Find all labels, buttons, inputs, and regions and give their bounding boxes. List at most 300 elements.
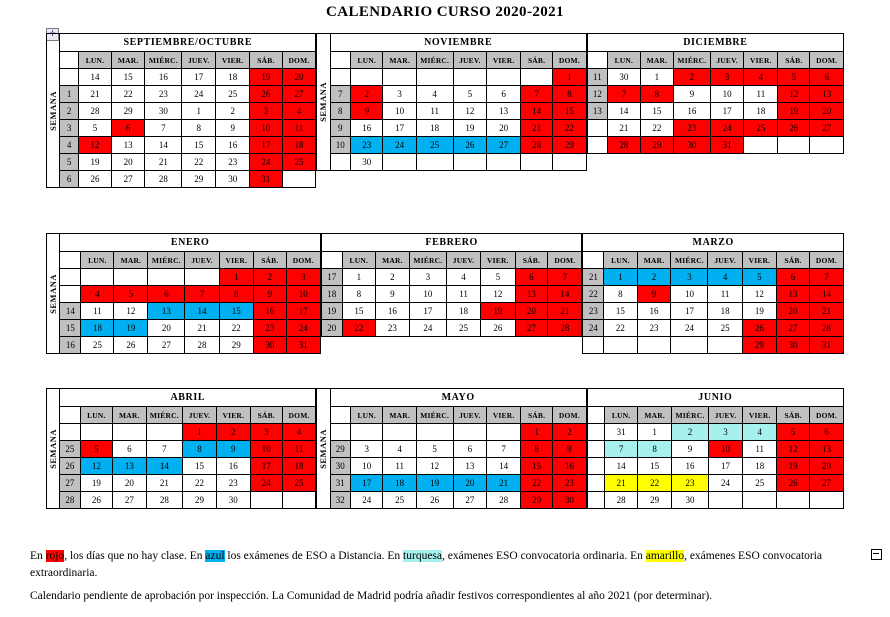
week-number-cell: 14 [60,303,81,320]
week-number-cell [60,69,79,86]
week-number-cell: 1 [60,86,79,103]
day-cell: 15 [111,69,145,86]
day-cell: 9 [350,103,383,120]
day-cell: 3 [710,69,744,86]
day-cell: 22 [111,86,145,103]
day-cell: 31 [809,337,843,354]
day-cell: 20 [282,69,316,86]
day-cell: 22 [553,120,587,137]
day-cell: 30 [145,103,182,120]
day-cell: 14 [548,286,582,303]
day-cell: 25 [216,86,250,103]
day-cell: 3 [350,441,383,458]
day-cell: 23 [672,475,709,492]
move-anchor-icon[interactable]: ✛ [46,28,59,41]
day-cell: 30 [216,171,250,188]
week-number-cell [587,492,604,509]
week-row [321,269,582,286]
week-number-cell: 24 [583,320,604,337]
day-cell: 14 [146,458,183,475]
month-name: NOVIEMBRE [330,34,586,52]
month-table [330,33,587,171]
day-cell: 16 [674,103,711,120]
week-number-cell: 19 [321,303,342,320]
legend-text-a: En [30,550,46,562]
day-cell: 19 [416,475,453,492]
day-cell: 19 [80,475,113,492]
day-cell: 9 [672,441,709,458]
day-cell: 8 [604,286,637,303]
week-number-cell: 16 [60,337,81,354]
day-cell: 18 [744,103,778,120]
day-cell: 27 [111,171,145,188]
week-row [60,424,316,441]
day-cell: 26 [250,86,282,103]
day-cell: 1 [183,424,217,441]
day-header: DOM. [809,252,843,269]
day-cell: 16 [672,458,709,475]
day-cell: 21 [79,86,112,103]
day-cell: 1 [342,269,375,286]
week-col-corner [60,52,79,69]
day-cell: 15 [182,137,216,154]
week-row [587,69,843,86]
day-cell: 24 [708,475,742,492]
week-row [60,475,316,492]
day-cell: 7 [521,86,553,103]
week-number-cell [60,269,81,286]
week-row [60,303,320,320]
day-cell: 29 [521,492,553,509]
day-cell: 19 [742,303,776,320]
day-header: MIÉRC. [145,52,182,69]
day-cell: 19 [114,320,148,337]
comment-marker-icon[interactable] [871,549,882,560]
legend-text-e: , exámenes ESO convocatoria [684,550,823,562]
day-header: LUN. [350,407,383,424]
day-cell: 15 [342,303,375,320]
semana-label: SEMANA [316,388,329,509]
day-cell [81,269,114,286]
day-cell: 19 [250,69,282,86]
day-cell: 24 [286,320,320,337]
day-cell: 12 [481,286,515,303]
day-cell: 5 [742,269,776,286]
day-cell [453,69,487,86]
week-col-corner [60,407,80,424]
day-cell: 17 [250,137,282,154]
week-number-cell: 13 [587,103,607,120]
day-cell: 20 [148,320,185,337]
week-row [60,171,316,188]
day-cell: 18 [216,69,250,86]
day-cell: 21 [608,120,641,137]
day-header: MIÉRC. [416,52,453,69]
week-row [60,269,320,286]
day-cell: 16 [375,303,409,320]
month-name: SEPTIEMBRE/OCTUBRE [60,34,316,52]
day-cell: 30 [350,154,383,171]
day-cell: 25 [81,337,114,354]
day-cell: 4 [282,424,316,441]
day-header: LUN. [79,52,112,69]
day-cell: 9 [253,286,286,303]
day-cell: 26 [416,492,453,509]
month-table [330,388,587,509]
legend-line-2: extraordinaria. [30,567,98,579]
week-col-corner [330,52,350,69]
day-cell-empty [521,154,553,171]
day-cell [383,424,416,441]
day-header: DOM. [286,252,320,269]
day-cell: 31 [605,424,638,441]
day-cell: 26 [114,337,148,354]
week-number-cell: 11 [587,69,607,86]
day-cell: 20 [809,458,843,475]
day-cell: 10 [710,86,744,103]
legend-text-b: , los días que no hay clase. En [64,550,206,562]
day-cell: 8 [553,86,587,103]
day-header: MAR. [383,52,416,69]
month-table [321,233,583,337]
day-cell: 22 [182,154,216,171]
day-cell-empty [637,337,671,354]
day-header: JUEV. [453,52,487,69]
week-number-cell [330,154,350,171]
day-cell: 13 [453,458,487,475]
week-row [583,303,844,320]
day-cell: 17 [350,475,383,492]
day-cell: 17 [286,303,320,320]
week-row [583,320,844,337]
day-cell: 11 [744,86,778,103]
day-header: VIER. [742,252,776,269]
day-cell: 30 [674,137,711,154]
day-cell: 15 [638,458,672,475]
week-number-cell: 2 [60,103,79,120]
day-cell: 25 [708,320,742,337]
day-cell [350,69,383,86]
day-cell: 19 [481,303,515,320]
day-cell: 24 [350,492,383,509]
week-number-cell: 6 [60,171,79,188]
day-header: SÁB. [515,252,548,269]
day-cell: 7 [608,86,641,103]
day-cell: 26 [481,320,515,337]
week-number-cell: 4 [60,137,79,154]
day-cell: 4 [416,86,453,103]
week-number-cell: 3 [60,120,79,137]
day-cell: 23 [375,320,409,337]
day-cell: 26 [742,320,776,337]
day-cell: 20 [777,303,810,320]
day-cell: 27 [809,475,843,492]
day-cell [416,424,453,441]
day-cell: 8 [638,441,672,458]
week-row [60,458,316,475]
day-cell: 15 [183,458,217,475]
day-cell [487,424,521,441]
semana-label: SEMANA [46,233,59,354]
day-cell: 25 [416,137,453,154]
day-cell: 8 [183,441,217,458]
day-cell: 19 [778,103,810,120]
day-cell: 30 [777,337,810,354]
day-header: VIER. [487,52,521,69]
week-row [60,69,316,86]
week-number-cell [587,475,604,492]
week-number-cell: 10 [330,137,350,154]
day-cell: 23 [674,120,711,137]
week-number-cell [587,120,607,137]
day-cell: 12 [416,458,453,475]
week-col-corner [587,407,604,424]
calendar-row [0,233,890,354]
month-block-enero [46,233,321,354]
day-cell: 25 [383,492,416,509]
day-cell: 17 [250,458,282,475]
day-header: SÁB. [250,407,282,424]
day-cell: 25 [446,320,480,337]
day-cell: 7 [548,269,582,286]
week-number-cell: 25 [60,441,80,458]
day-cell [113,424,146,441]
day-cell: 20 [453,475,487,492]
day-cell [146,424,183,441]
day-cell: 24 [250,154,282,171]
day-cell: 30 [553,492,587,509]
day-cell: 1 [182,103,216,120]
week-row [321,320,582,337]
day-header: MAR. [638,407,672,424]
week-number-cell [587,441,604,458]
day-cell: 25 [282,475,316,492]
week-row [60,320,320,337]
day-cell-empty [671,337,708,354]
day-header: LUN. [350,52,383,69]
day-cell: 5 [80,441,113,458]
week-number-cell: 15 [60,320,81,337]
week-row [587,86,843,103]
week-number-cell: 21 [583,269,604,286]
day-cell: 24 [182,86,216,103]
semana-label: SEMANA [46,388,59,509]
day-cell: 28 [548,320,582,337]
day-cell: 24 [671,320,708,337]
day-cell: 29 [742,337,776,354]
day-cell: 18 [743,458,777,475]
day-cell: 3 [409,269,446,286]
day-cell: 6 [113,441,146,458]
day-cell: 30 [608,69,641,86]
day-header: VIER. [487,407,521,424]
day-cell: 10 [708,441,742,458]
day-cell: 25 [743,475,777,492]
day-cell: 5 [778,69,810,86]
week-number-cell: 28 [60,492,80,509]
week-number-cell: 7 [330,86,350,103]
week-number-cell [330,424,350,441]
day-cell: 21 [487,475,521,492]
day-cell: 28 [521,137,553,154]
month-table [587,33,844,154]
day-cell: 10 [286,286,320,303]
week-row [330,475,586,492]
day-cell: 9 [637,286,671,303]
day-cell: 2 [553,424,587,441]
day-cell: 3 [383,86,416,103]
day-cell: 23 [253,320,286,337]
day-cell: 6 [809,424,843,441]
week-row [587,458,843,475]
day-cell: 4 [81,286,114,303]
day-cell: 21 [521,120,553,137]
week-row [330,492,586,509]
day-header: LUN. [81,252,114,269]
month-name: ENERO [60,234,320,252]
week-number-cell: 9 [330,120,350,137]
legend-swatch-amarillo: amarillo [645,550,685,562]
day-cell: 4 [383,441,416,458]
day-cell: 27 [453,492,487,509]
legend-block [30,548,870,605]
month-block-diciembre [587,33,844,188]
month-block-abril [46,388,316,509]
day-cell: 29 [111,103,145,120]
day-header: JUEV. [185,252,219,269]
day-header: MIÉRC. [416,407,453,424]
day-cell-empty [744,137,778,154]
legend-line-3: Calendario pendiente de aprobación por inspección. La Comunidad de Madrid podría añadir festivos correspondientes al año 2021 (por determinar). [30,590,713,602]
day-header: DOM. [810,52,844,69]
day-cell: 14 [608,103,641,120]
day-cell: 18 [282,458,316,475]
month-block-junio [587,388,844,509]
day-cell: 30 [672,492,709,509]
day-cell: 11 [383,458,416,475]
week-col-corner [587,52,607,69]
day-cell: 20 [810,103,844,120]
day-cell: 7 [145,120,182,137]
month-table [59,233,320,354]
day-cell: 29 [640,137,673,154]
day-cell: 3 [286,269,320,286]
day-header: JUEV. [183,407,217,424]
day-cell: 16 [637,303,671,320]
page-title: CALENDARIO CURSO 2020-2021 [326,4,564,20]
day-cell: 5 [777,424,810,441]
day-cell: 15 [521,458,553,475]
day-header: LUN. [608,52,641,69]
day-cell: 27 [777,320,810,337]
day-cell: 23 [637,320,671,337]
day-cell: 2 [674,69,711,86]
day-cell [148,269,185,286]
day-cell: 11 [416,103,453,120]
day-header: MIÉRC. [146,407,183,424]
week-row [60,154,316,171]
day-cell [453,424,487,441]
month-block-marzo [582,233,844,354]
day-header: MAR. [375,252,409,269]
week-row [587,475,843,492]
day-cell: 17 [710,103,744,120]
day-cell: 16 [553,458,587,475]
day-cell: 2 [350,86,383,103]
day-cell: 21 [548,303,582,320]
day-cell: 31 [250,171,282,188]
day-header: SÁB. [253,252,286,269]
week-number-cell: 27 [60,475,80,492]
day-cell: 27 [282,86,316,103]
day-cell: 16 [145,69,182,86]
day-cell: 15 [604,303,637,320]
day-cell-empty [604,337,637,354]
day-header: DOM. [282,52,316,69]
day-header: MIÉRC. [148,252,185,269]
day-cell: 22 [183,475,217,492]
day-cell: 11 [446,286,480,303]
day-header: VIER. [744,52,778,69]
day-cell: 11 [282,441,316,458]
day-header: JUEV. [182,52,216,69]
week-row [583,269,844,286]
day-cell: 19 [79,154,112,171]
day-cell: 29 [183,492,217,509]
day-header: VIER. [216,407,250,424]
day-cell: 27 [810,120,844,137]
day-cell: 10 [250,441,282,458]
day-cell: 22 [640,120,673,137]
month-block-noviembre [316,33,586,188]
day-cell: 20 [111,154,145,171]
day-cell: 4 [446,269,480,286]
day-cell: 6 [111,120,145,137]
day-cell: 24 [710,120,744,137]
week-row [60,337,320,354]
day-cell: 27 [113,492,146,509]
day-header: MAR. [637,252,671,269]
day-cell: 13 [810,86,844,103]
week-number-cell [587,424,604,441]
day-cell: 12 [80,458,113,475]
week-row [330,424,586,441]
day-cell: 24 [250,475,282,492]
day-cell: 4 [708,269,742,286]
day-cell: 7 [809,269,843,286]
day-cell: 9 [553,441,587,458]
day-cell: 28 [185,337,219,354]
day-header: MAR. [111,52,145,69]
day-cell: 29 [638,492,672,509]
day-cell: 21 [809,303,843,320]
week-number-cell: 29 [330,441,350,458]
day-cell-empty [777,492,810,509]
day-cell: 28 [809,320,843,337]
week-row [330,103,586,120]
day-cell: 28 [605,492,638,509]
day-cell: 17 [671,303,708,320]
week-col-corner [60,252,81,269]
day-cell: 25 [282,154,316,171]
day-cell: 26 [79,171,112,188]
day-cell: 7 [185,286,219,303]
day-cell: 13 [487,103,521,120]
day-cell [80,424,113,441]
week-number-cell: 5 [60,154,79,171]
day-cell: 13 [777,286,810,303]
legend-text-c: los exámenes de ESO a Distancia. En [224,550,404,562]
